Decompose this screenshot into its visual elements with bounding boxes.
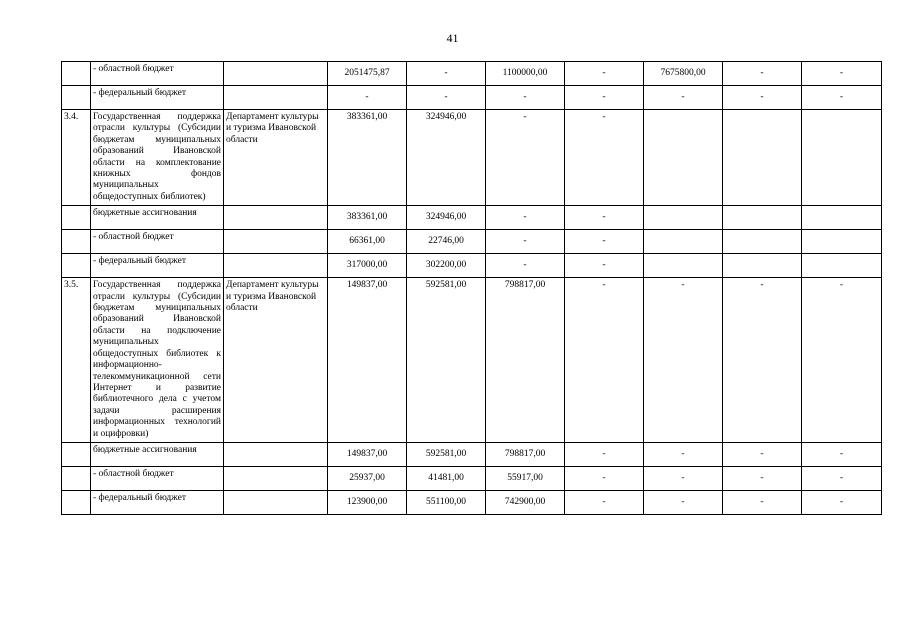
row-value-cell-3: -: [486, 86, 565, 110]
row-value-cell-3: -: [486, 206, 565, 230]
row-executor-cell: Департамент культуры и туризма Ивановской области: [224, 110, 328, 206]
row-value-cell-6: -: [723, 466, 802, 490]
row-description-cell: Государственная поддержка отрасли культуры (Субсидии бюджетам муниципальных образований Ивановской области на комплектование книжных фондов муниципальных общедоступных библиотек): [91, 110, 224, 206]
row-value-cell-1: 66361,00: [328, 230, 407, 254]
row-value-cell-3: 55917,00: [486, 466, 565, 490]
row-value-cell-7: -: [802, 278, 882, 443]
row-value-cell-2: 592581,00: [407, 442, 486, 466]
row-value-cell-2: 592581,00: [407, 278, 486, 443]
row-value-cell-1: 2051475,87: [328, 62, 407, 86]
row-description-cell: - федеральный бюджет: [91, 490, 224, 514]
row-value-cell-3: 798817,00: [486, 442, 565, 466]
row-description-cell: - областной бюджет: [91, 62, 224, 86]
row-value-cell-5: -: [644, 278, 723, 443]
row-value-cell-6: -: [723, 442, 802, 466]
row-value-cell-1: 123900,00: [328, 490, 407, 514]
row-value-cell-6: -: [723, 86, 802, 110]
row-value-cell-4: -: [565, 62, 644, 86]
row-value-cell-1: -: [328, 86, 407, 110]
row-value-cell-4: -: [565, 206, 644, 230]
row-value-cell-5: [644, 254, 723, 278]
row-value-cell-1: 317000,00: [328, 254, 407, 278]
table-row: [62, 254, 882, 278]
row-index-cell: 3.4.: [62, 110, 91, 206]
table-row: [62, 490, 882, 514]
row-value-cell-5: [644, 230, 723, 254]
row-executor-cell: [224, 62, 328, 86]
row-value-cell-5: -: [644, 86, 723, 110]
row-value-cell-4: -: [565, 86, 644, 110]
budget-table: [61, 61, 882, 515]
row-value-cell-2: 302200,00: [407, 254, 486, 278]
row-value-cell-4: -: [565, 278, 644, 443]
row-value-cell-3: 798817,00: [486, 278, 565, 443]
row-executor-cell: [224, 490, 328, 514]
row-executor-cell: [224, 86, 328, 110]
row-value-cell-6: [723, 206, 802, 230]
row-description-cell: - федеральный бюджет: [91, 254, 224, 278]
row-description-cell: бюджетные ассигнования: [91, 206, 224, 230]
row-value-cell-6: [723, 110, 802, 206]
row-value-cell-3: 742900,00: [486, 490, 565, 514]
row-value-cell-3: -: [486, 230, 565, 254]
row-value-cell-3: 1100000,00: [486, 62, 565, 86]
row-index-cell: [62, 62, 91, 86]
row-value-cell-3: -: [486, 254, 565, 278]
row-value-cell-4: -: [565, 230, 644, 254]
row-value-cell-7: [802, 110, 882, 206]
row-index-cell: [62, 466, 91, 490]
row-executor-cell: [224, 254, 328, 278]
row-value-cell-1: 149837,00: [328, 278, 407, 443]
row-value-cell-6: [723, 230, 802, 254]
row-value-cell-1: 149837,00: [328, 442, 407, 466]
row-value-cell-5: [644, 206, 723, 230]
row-value-cell-4: -: [565, 110, 644, 206]
row-value-cell-5: -: [644, 490, 723, 514]
row-description-cell: - областной бюджет: [91, 230, 224, 254]
row-executor-cell: [224, 230, 328, 254]
row-value-cell-2: 41481,00: [407, 466, 486, 490]
row-value-cell-4: -: [565, 442, 644, 466]
row-index-cell: [62, 230, 91, 254]
table-row: [62, 86, 882, 110]
row-value-cell-7: -: [802, 466, 882, 490]
row-value-cell-4: -: [565, 466, 644, 490]
row-description-cell: - федеральный бюджет: [91, 86, 224, 110]
row-value-cell-3: -: [486, 110, 565, 206]
row-index-cell: 3.5.: [62, 278, 91, 443]
table-row: [62, 466, 882, 490]
row-value-cell-5: -: [644, 442, 723, 466]
row-description-cell: - областной бюджет: [91, 466, 224, 490]
row-value-cell-7: -: [802, 490, 882, 514]
table-row: [62, 206, 882, 230]
row-index-cell: [62, 442, 91, 466]
row-executor-cell: [224, 466, 328, 490]
row-executor-cell: [224, 206, 328, 230]
page-number: 41: [446, 31, 459, 45]
row-value-cell-2: 324946,00: [407, 110, 486, 206]
row-index-cell: [62, 490, 91, 514]
row-value-cell-7: [802, 206, 882, 230]
row-index-cell: [62, 206, 91, 230]
row-executor-cell: [224, 442, 328, 466]
row-value-cell-2: 551100,00: [407, 490, 486, 514]
row-value-cell-1: 383361,00: [328, 206, 407, 230]
row-executor-cell: Департамент культуры и туризма Ивановской области: [224, 278, 328, 443]
row-index-cell: [62, 254, 91, 278]
row-value-cell-6: -: [723, 62, 802, 86]
table-row: [62, 278, 882, 443]
row-value-cell-5: -: [644, 466, 723, 490]
row-value-cell-5: 7675800,00: [644, 62, 723, 86]
row-value-cell-6: -: [723, 490, 802, 514]
row-value-cell-2: 22746,00: [407, 230, 486, 254]
row-value-cell-6: [723, 254, 802, 278]
row-value-cell-4: -: [565, 254, 644, 278]
row-value-cell-7: -: [802, 86, 882, 110]
row-value-cell-6: -: [723, 278, 802, 443]
row-value-cell-7: -: [802, 62, 882, 86]
table-row: [62, 62, 882, 86]
row-index-cell: [62, 86, 91, 110]
row-value-cell-7: -: [802, 442, 882, 466]
row-value-cell-2: -: [407, 86, 486, 110]
row-value-cell-7: [802, 254, 882, 278]
row-description-cell: Государственная поддержка отрасли культуры (Субсидии бюджетам муниципальных образований Ивановской области на подключение муниципальных общедоступных библиотек к информационно-телекоммуникационной сети Интернет и развитие библиотечного дела с учетом задачи расширения информационных технологий и оцифровки): [91, 278, 224, 443]
row-value-cell-4: -: [565, 490, 644, 514]
row-value-cell-7: [802, 230, 882, 254]
row-value-cell-1: 25937,00: [328, 466, 407, 490]
row-description-cell: бюджетные ассигнования: [91, 442, 224, 466]
row-value-cell-2: -: [407, 62, 486, 86]
row-value-cell-5: [644, 110, 723, 206]
row-value-cell-1: 383361,00: [328, 110, 407, 206]
table-row: [62, 110, 882, 206]
row-value-cell-2: 324946,00: [407, 206, 486, 230]
table-row: [62, 230, 882, 254]
table-row: [62, 442, 882, 466]
